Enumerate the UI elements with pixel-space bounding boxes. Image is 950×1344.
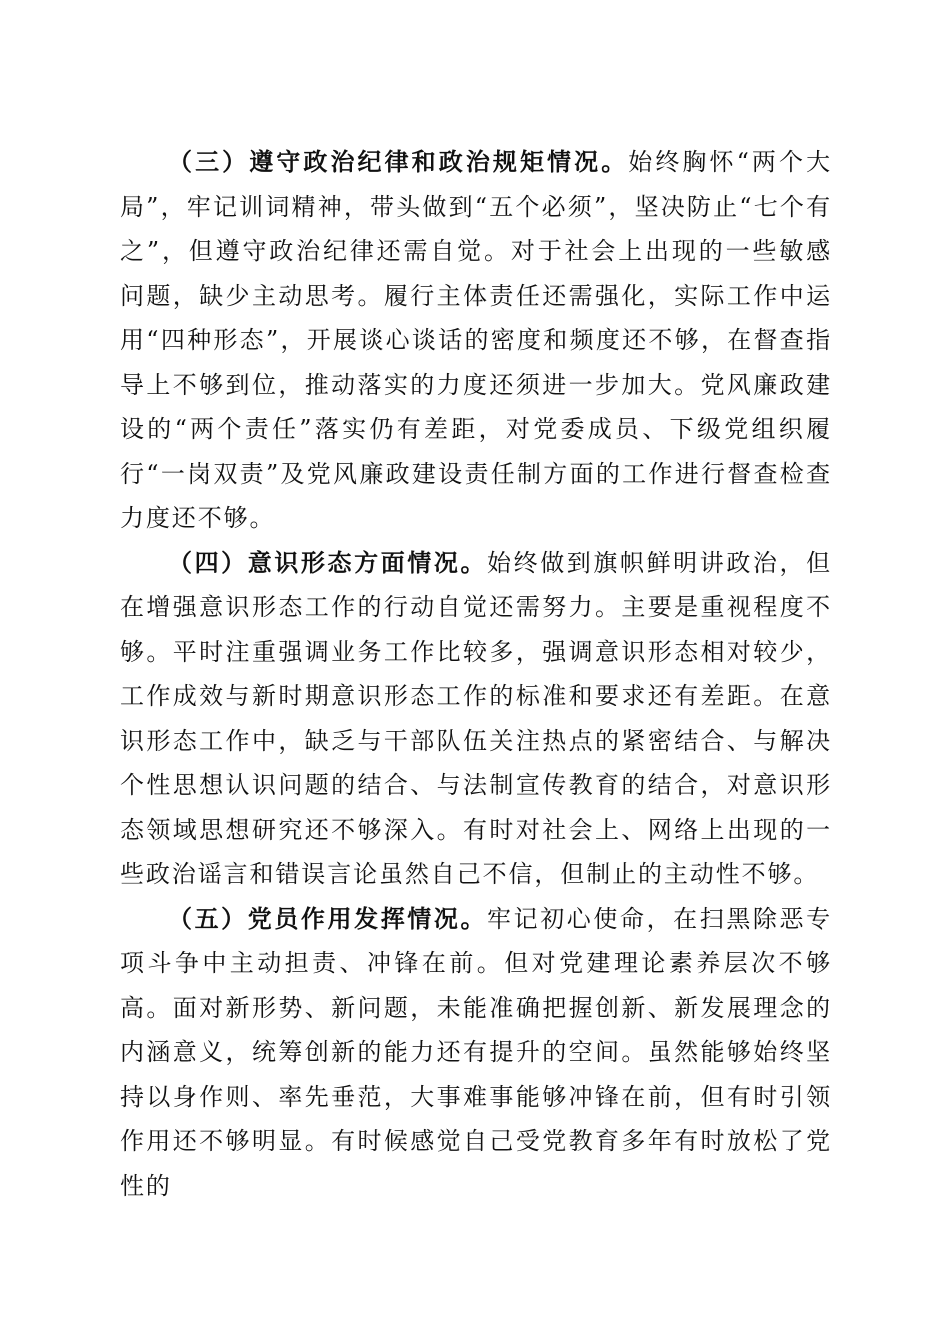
section-heading-political-discipline: （三）遵守政治纪律和政治规矩情况。 [168, 147, 629, 176]
section-body-political-discipline: 始终胸怀“两个大局”，牢记训词精神，带头做到“五个必须”，坚决防止“七个有之”，但遵守政治纪律还需自觉。对于社会上出现的一些敏感问题，缺少主动思考。履行主体责任还需强化，实际工作中运用“四种形态”，开展谈心谈话的密度和频度还不够，在督查指导上不够到位，推动落实的力度还须进一步加大。党风廉政建设的“两个责任”落实仍有差距，对党委成员、下级党组织履行“一岗双责”及党风廉政建设责任制方面的工作进行督查检查力度还不够。 [120, 148, 832, 532]
section-heading-party-member-role: （五）党员作用发挥情况。 [168, 903, 488, 933]
paragraph-political-discipline [120, 140, 832, 541]
section-heading-ideology: （四）意识形态方面情况。 [168, 547, 488, 577]
section-body-ideology: 始终做到旗帜鲜明讲政治，但在增强意识形态工作的行动自觉还需努力。主要是重视程度不够。平时注重强调业务工作比较多，强调意识形态相对较少，工作成效与新时期意识形态工作的标准和要求还有差距。在意识形态工作中，缺乏与干部队伍关注热点的紧密结合、与解决个性思想认识问题的结合、与法制宣传教育的结合，对意识形态领域思想研究还不够深入。有时对社会上、网络上出现的一些政治谣言和错误言论虽然自己不信，但制止的主动性不够。 [120, 548, 832, 888]
paragraph-party-member-role [120, 897, 832, 1209]
section-body-party-member-role: 牢记初心使命，在扫黑除恶专项斗争中主动担责、冲锋在前。但对党建理论素养层次不够高。面对新形势、新问题，未能准确把握创新、新发展理念的内涵意义，统筹创新的能力还有提升的空间。虽然能够始终坚持以身作则、率先垂范，大事难事能够冲锋在前，但有时引领作用还不够明显。有时候感觉自己受党教育多年有时放松了党性的 [120, 904, 832, 1200]
document-body [120, 140, 832, 1208]
paragraph-ideology [120, 541, 832, 897]
